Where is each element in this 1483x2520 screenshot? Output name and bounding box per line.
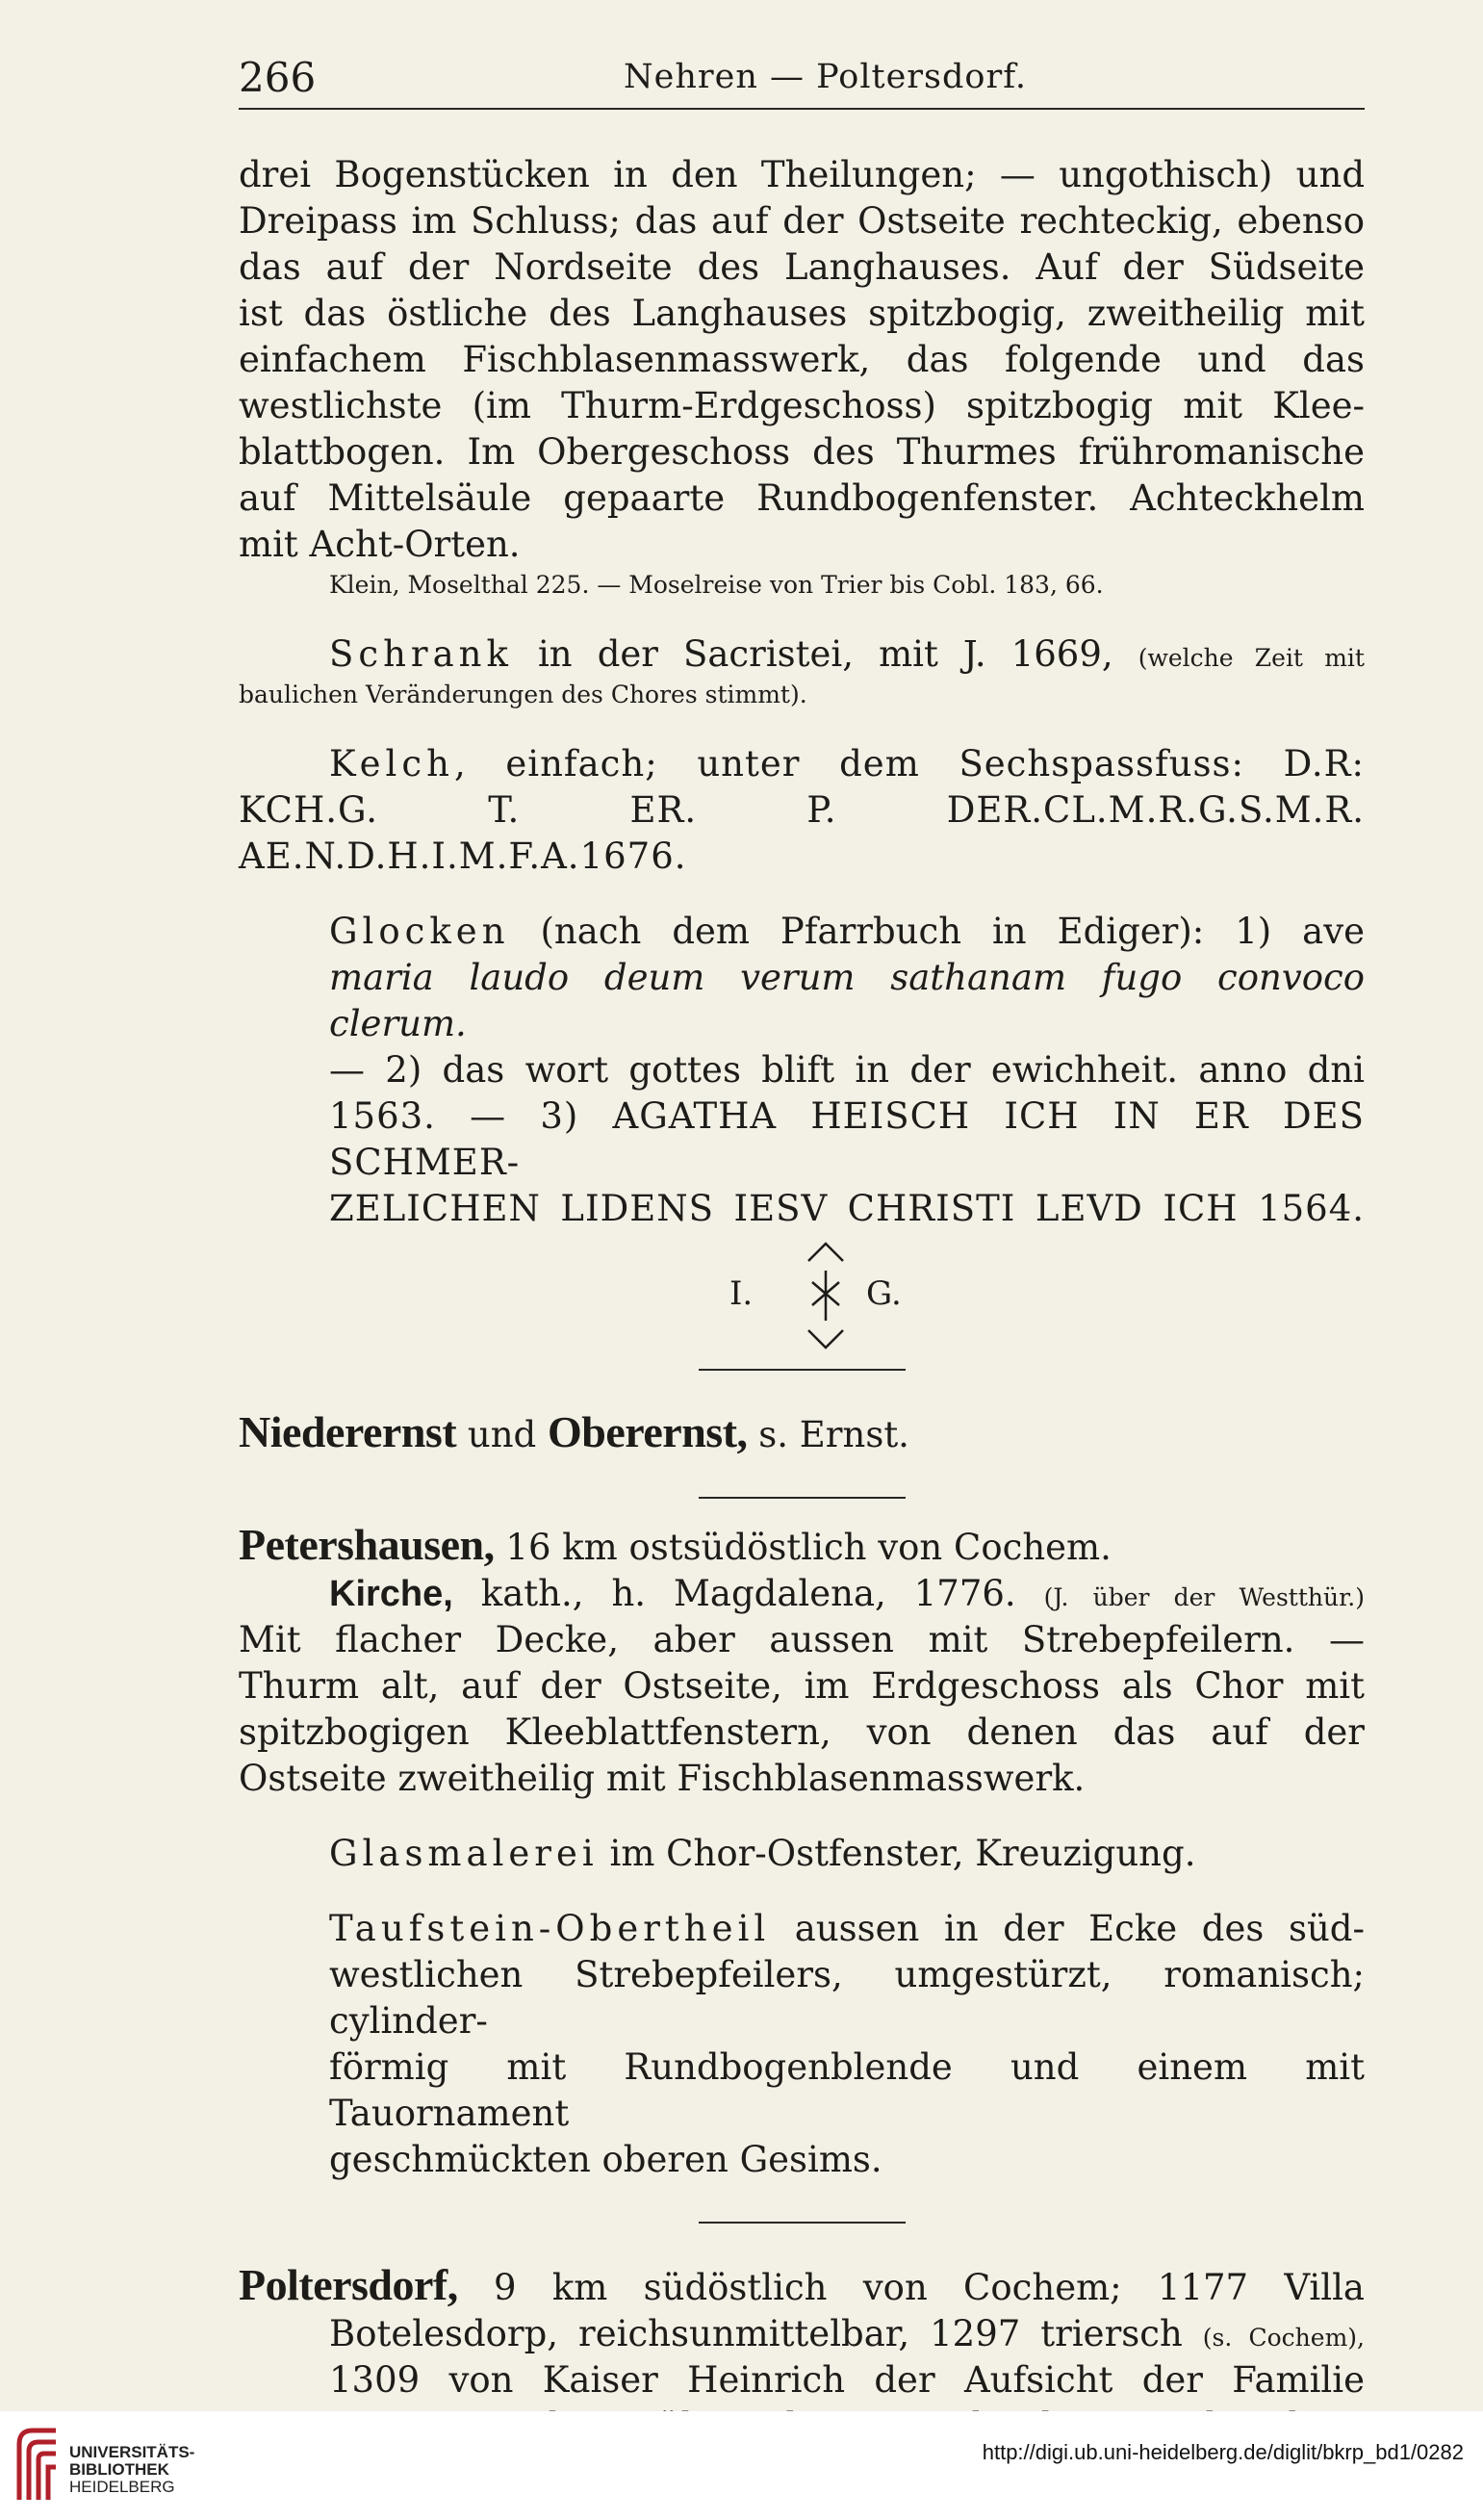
keyword-schrank: Schrank [329, 633, 513, 675]
text-line: 1563. — 3) AGATHA HEISCH ICH IN ER DES SCHMER- [329, 1095, 1365, 1183]
text-line: Thurm alt, auf der Ostseite, im Erdgeschoss als Chor mit [239, 1665, 1365, 1707]
text-line: Dreipass im Schluss; das auf der Ostseite rechteckig, ebenso [239, 200, 1365, 242]
text-line: Mit flacher Decke, aber aussen mit Strebepfeilern. — [239, 1619, 1365, 1660]
section-divider [699, 2222, 906, 2224]
entry-location: 9 km südöstlich von Cochem; 1177 Villa [457, 2267, 1365, 2308]
entry-location: 16 km ostsüdöstlich von Cochem. [494, 1527, 1112, 1568]
kelch-text: , einfach; unter dem Sechspassfuss: D.R: [453, 743, 1365, 784]
entry-heading: Oberernst, [548, 1407, 748, 1456]
section-divider [699, 1369, 906, 1371]
founder-mark-icon [787, 1238, 864, 1353]
library-name-line: UNIVERSITÄTS- [69, 2443, 195, 2461]
entry-petershausen [239, 1522, 1365, 1571]
page-number: 266 [239, 54, 317, 101]
text-line: einfachem Fischblasenmasswerk, das folgende und das [239, 339, 1365, 380]
running-title: Nehren — Poltersdorf. [624, 58, 1028, 96]
text-line: geschmückten oberen Gesims. [329, 2139, 882, 2180]
mark-letter-right: G. [866, 1274, 902, 1313]
text-line [239, 2311, 1365, 2357]
text-line: KCH.G. T. ER. P. DER.CL.M.R.G.S.M.R. [239, 789, 1365, 831]
page-body [239, 152, 1365, 2450]
text-line: förmig mit Rundbogenblende und einem mit Tauornament [329, 2046, 1365, 2134]
text-line: auf Mittelsäule gepaarte Rundbogenfenster. Achteckhelm [239, 477, 1365, 519]
text-line: AE.N.D.H.I.M.F.A.1676. [239, 836, 687, 877]
keyword-glocken: Glocken [329, 911, 510, 952]
kirche-text: kath., h. Magdalena, 1776. [452, 1573, 1044, 1614]
entry-niederernst [239, 1409, 1365, 1458]
paragraph-windows [239, 152, 1365, 568]
schrank-note: (welche Zeit mit [1138, 644, 1365, 672]
taufstein-text: aussen in der Ecke des süd- [770, 1908, 1365, 1949]
text-line: spitzbogigen Kleeblattfenstern, von denen das auf der [239, 1711, 1365, 1753]
keyword-kelch: Kelch [329, 743, 454, 784]
text-line: ZELICHEN LIDENS IESV CHRISTI LEVD ICH 1564. [329, 1188, 1365, 1229]
keyword-kirche: Kirche, [329, 1574, 453, 1614]
library-logo-icon [13, 2423, 64, 2506]
text-segment: Botelesdorp, reichsunmittelbar, 1297 triersch [329, 2313, 1203, 2354]
text-line: mit Acht-Orten. [239, 524, 521, 565]
kirche-note: (J. über der Westthür.) [1043, 1583, 1366, 1611]
entry-heading: Poltersdorf, [239, 2260, 458, 2309]
paragraph-glocken [239, 909, 1365, 955]
library-name-line: BIBLIOTHEK [69, 2460, 169, 2479]
schrank-text: in der Sacristei, mit J. 1669, [512, 633, 1138, 675]
glocken-text: (nach dem Pfarrbuch in Ediger): 1) ave [509, 911, 1365, 952]
entry-crossref: s. Ernst. [747, 1414, 909, 1455]
text-line: westlichste (im Thurm-Erdgeschoss) spitzbogig mit Klee- [239, 385, 1365, 426]
schrank-note-line2: baulichen Veränderungen des Chores stimmt). [239, 681, 807, 708]
text-line: ist das östliche des Langhauses spitzbogig, zweitheilig mit [239, 293, 1365, 334]
entry-poltersdorf [239, 2262, 1365, 2311]
library-name-line: HEIDELBERG [69, 2478, 175, 2496]
permalink[interactable]: http://digi.ub.uni-heidelberg.de/diglit/bkrp_bd1/0282 [982, 2440, 1464, 2464]
paragraph-taufstein [239, 1906, 1365, 1952]
paragraph-kirche [239, 1571, 1365, 1617]
page-header [239, 50, 1365, 110]
text-line: drei Bogenstücken in den Theilungen; — ungothisch) und [239, 154, 1365, 195]
paragraph-schrank [239, 631, 1365, 678]
section-divider [699, 1497, 906, 1499]
text-line: das auf der Nordseite des Langhauses. Auf der Südseite [239, 246, 1365, 288]
reference-line: Klein, Moselthal 225. — Moselreise von Trier bis Cobl. 183, 66. [329, 571, 1104, 599]
entry-heading: Petershausen, [239, 1520, 495, 1569]
inscription-line: maria laudo deum verum sathanam fugo convoco clerum. [329, 957, 1365, 1044]
viewer-footer [0, 2411, 1483, 2520]
entry-heading: Niederernst [239, 1407, 457, 1456]
paragraph-kelch [239, 741, 1365, 787]
text-line: 1309 von Kaiser Heinrich der Aufsicht der Familie [329, 2359, 1365, 2401]
library-name [69, 2444, 194, 2496]
glasmalerei-text: im Chor-Ostfenster, Kreuzigung. [598, 1833, 1196, 1874]
text-line: westlichen Strebepfeilers, umgestürzt, romanisch; cylinder- [329, 1954, 1365, 2042]
paragraph-glasmalerei [239, 1831, 1365, 1877]
text-line: — 2) das wort gottes blift in der ewichheit. anno dni [329, 1049, 1365, 1091]
poltersdorf-note: (s. Cochem), [1202, 2324, 1365, 2352]
text-line: Ostseite zweitheilig mit Fischblasenmasswerk. [239, 1758, 1086, 1799]
bell-founder-mark [239, 1232, 1365, 1359]
text-line: blattbogen. Im Obergeschoss des Thurmes frühromanische [239, 431, 1365, 473]
keyword-taufstein: Taufstein-Obertheil [329, 1908, 771, 1949]
mark-letter-left: I. [729, 1274, 754, 1313]
keyword-glasmalerei: Glasmalerei [329, 1833, 599, 1874]
entry-connector: und [456, 1414, 549, 1455]
